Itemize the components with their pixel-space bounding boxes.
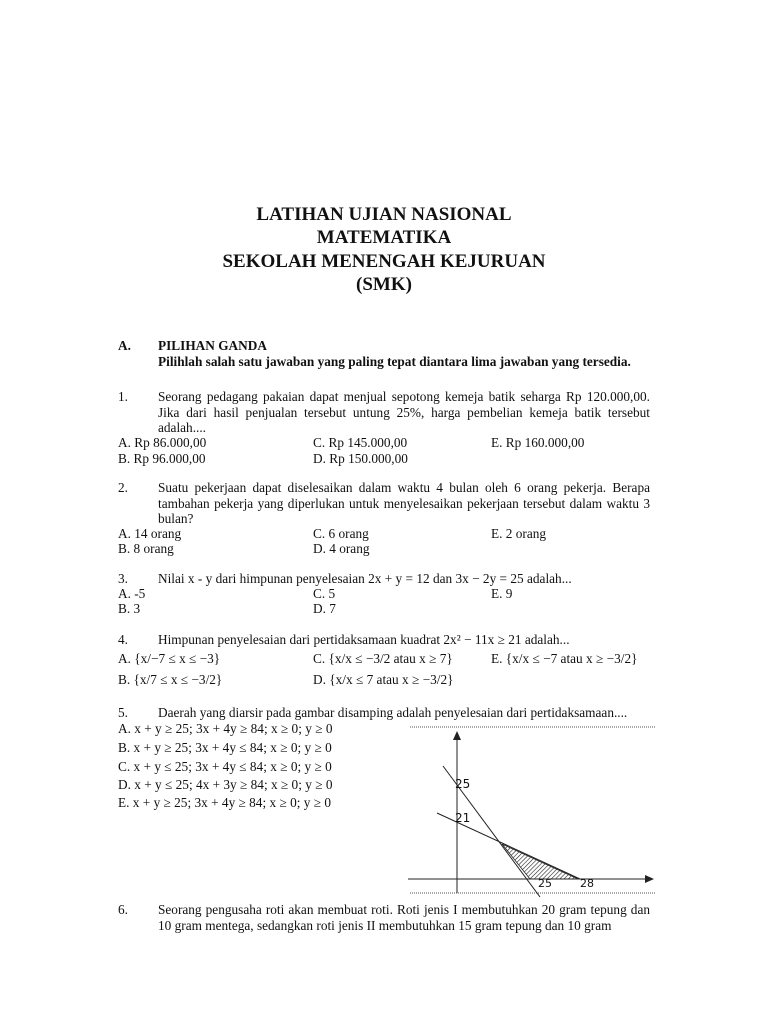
option: C. {x/x ≤ −3/2 atau x ≥ 7} xyxy=(313,651,453,666)
option: C. 5 xyxy=(313,586,336,601)
title-line: LATIHAN UJIAN NASIONAL xyxy=(256,204,512,225)
graph-label-x: 25 xyxy=(538,877,552,890)
option: C. x + y ≤ 25; 3x + 4y ≤ 84; x ≥ 0; y ≥ 0 xyxy=(118,759,332,774)
option: D. 4 orang xyxy=(313,541,370,556)
question-text: Nilai x - y dari himpunan penyelesaian 2x + y = 12 dan 3x − 2y = 25 adalah... xyxy=(158,571,572,586)
option: B. 8 orang xyxy=(118,541,174,556)
question-text: Seorang pengusaha roti akan membuat roti. Roti jenis I membutuhkan 20 gram tepung dan 10 gram mentega, sedangkan roti jenis II membutuhkan 15 gram tepung dan 10 gram xyxy=(158,902,650,933)
question-number: 1. xyxy=(118,389,128,404)
question-number: 4. xyxy=(118,632,128,647)
question-number: 5. xyxy=(118,705,128,720)
option: E. {x/x ≤ −7 atau x ≥ −3/2} xyxy=(491,651,638,666)
question-text: Suatu pekerjaan dapat diselesaikan dalam waktu 4 bulan oleh 6 orang pekerja. Berapa tambahan pekerja yang diperlukan untuk menyelesaikan pekerjaan tersebut dalam waktu 3 bulan? xyxy=(158,480,650,526)
graph-label-y: 25 xyxy=(455,777,471,791)
title-line: SEKOLAH MENENGAH KEJURUAN xyxy=(222,251,546,272)
section-label: A. xyxy=(118,338,131,353)
section-heading: PILIHAN GANDA xyxy=(158,338,267,353)
option: A. 14 orang xyxy=(118,526,182,541)
option: A. {x/−7 ≤ x ≤ −3} xyxy=(118,651,221,666)
question-number: 3. xyxy=(118,571,128,586)
option: C. Rp 145.000,00 xyxy=(313,435,408,450)
option: E. x + y ≥ 25; 3x + 4y ≥ 84; x ≥ 0; y ≥ 0 xyxy=(118,795,331,810)
option: E. 9 xyxy=(491,586,513,601)
option: B. Rp 96.000,00 xyxy=(118,451,206,466)
title-line: (SMK) xyxy=(356,274,412,295)
graph-label-x: 28 xyxy=(580,877,594,890)
y-axis-arrow xyxy=(453,731,461,740)
title-line: MATEMATIKA xyxy=(316,227,452,248)
question-text: Daerah yang diarsir pada gambar disamping adalah penyelesaian dari pertidaksamaan.... xyxy=(158,705,628,720)
option: D. x + y ≤ 25; 4x + 3y ≥ 84; x ≥ 0; y ≥ 0 xyxy=(118,777,333,792)
option: A. Rp 86.000,00 xyxy=(118,435,207,450)
graph-label-y: 21 xyxy=(455,811,471,825)
question-number: 2. xyxy=(118,480,128,495)
section-instruction: Pilihlah salah satu jawaban yang paling tepat diantara lima jawaban yang tersedia. xyxy=(158,354,631,369)
option: C. 6 orang xyxy=(313,526,369,541)
option: E. Rp 160.000,00 xyxy=(491,435,585,450)
option: B. 3 xyxy=(118,601,141,616)
option: A. x + y ≥ 25; 3x + 4y ≥ 84; x ≥ 0; y ≥ 0 xyxy=(118,721,333,736)
option: B. {x/7 ≤ x ≤ −3/2} xyxy=(118,672,223,687)
option: D. Rp 150.000,00 xyxy=(313,451,408,466)
question-number: 6. xyxy=(118,902,128,917)
question-text: Seorang pedagang pakaian dapat menjual sepotong kemeja batik seharga Rp 120.000,00. Jika dari hasil penjualan tersebut untung 25%, harga pembelian kemeja batik tersebut adalah.... xyxy=(158,389,650,435)
question-text: Himpunan penyelesaian dari pertidaksamaan kuadrat 2x² − 11x ≥ 21 adalah... xyxy=(158,632,570,647)
option: B. x + y ≥ 25; 3x + 4y ≤ 84; x ≥ 0; y ≥ 0 xyxy=(118,740,332,755)
option: D. 7 xyxy=(313,601,336,616)
x-axis-arrow xyxy=(645,875,654,883)
option: A. -5 xyxy=(118,586,146,601)
option: D. {x/x ≤ 7 atau x ≥ −3/2} xyxy=(313,672,454,687)
option: E. 2 orang xyxy=(491,526,547,541)
